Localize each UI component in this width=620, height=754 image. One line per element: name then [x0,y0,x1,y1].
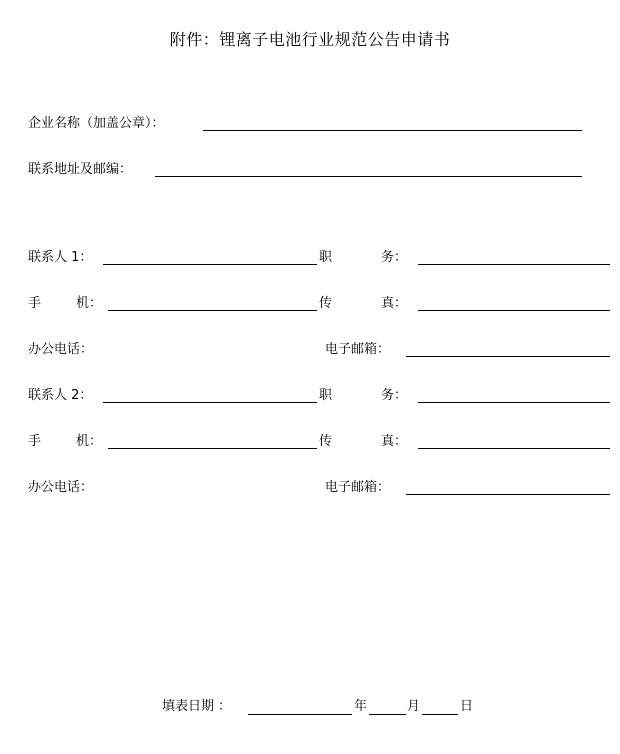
contact1-mobile-field[interactable] [108,310,317,311]
fill-date-label: 填表日期 ： [162,699,232,714]
contact2-name-field[interactable] [103,402,317,403]
contact2-position-label: 职 务： [319,388,407,403]
year-field[interactable] [248,714,352,715]
contact1-email-field[interactable] [406,356,610,357]
page-title: 附件：锂离子电池行业规范公告申请书 [169,30,451,49]
contact1-fax-label: 传 真： [319,296,407,311]
contact1-position-label: 职 务： [319,250,407,265]
contact2-mobile-field[interactable] [108,448,317,449]
contact1-position-field[interactable] [418,264,610,265]
day-label: 日 [460,699,474,714]
contact2-email-label: 电子邮箱： [325,480,391,495]
contact1-label: 联系人 1： [28,250,93,265]
contact2-fax-field[interactable] [418,448,610,449]
contact1-fax-field[interactable] [418,310,610,311]
contact1-email-label: 电子邮箱： [325,342,391,357]
year-label: 年 [354,699,368,714]
contact2-position-field[interactable] [418,402,610,403]
contact1-mobile-label: 手 机： [28,296,102,311]
contact2-office-phone-label: 办公电话： [28,480,94,495]
contact2-email-field[interactable] [406,494,610,495]
contact2-label: 联系人 2： [28,388,93,403]
contact1-name-field[interactable] [103,264,317,265]
company-name-label: 企业名称（加盖公章）： [28,116,165,131]
day-field[interactable] [422,714,458,715]
month-field[interactable] [369,714,406,715]
contact1-office-phone-label: 办公电话： [28,342,94,357]
address-field[interactable] [155,176,582,177]
contact2-fax-label: 传 真： [319,434,407,449]
company-name-field[interactable] [203,130,582,131]
month-label: 月 [407,699,421,714]
address-label: 联系地址及邮编： [28,162,133,177]
contact2-mobile-label: 手 机： [28,434,102,449]
